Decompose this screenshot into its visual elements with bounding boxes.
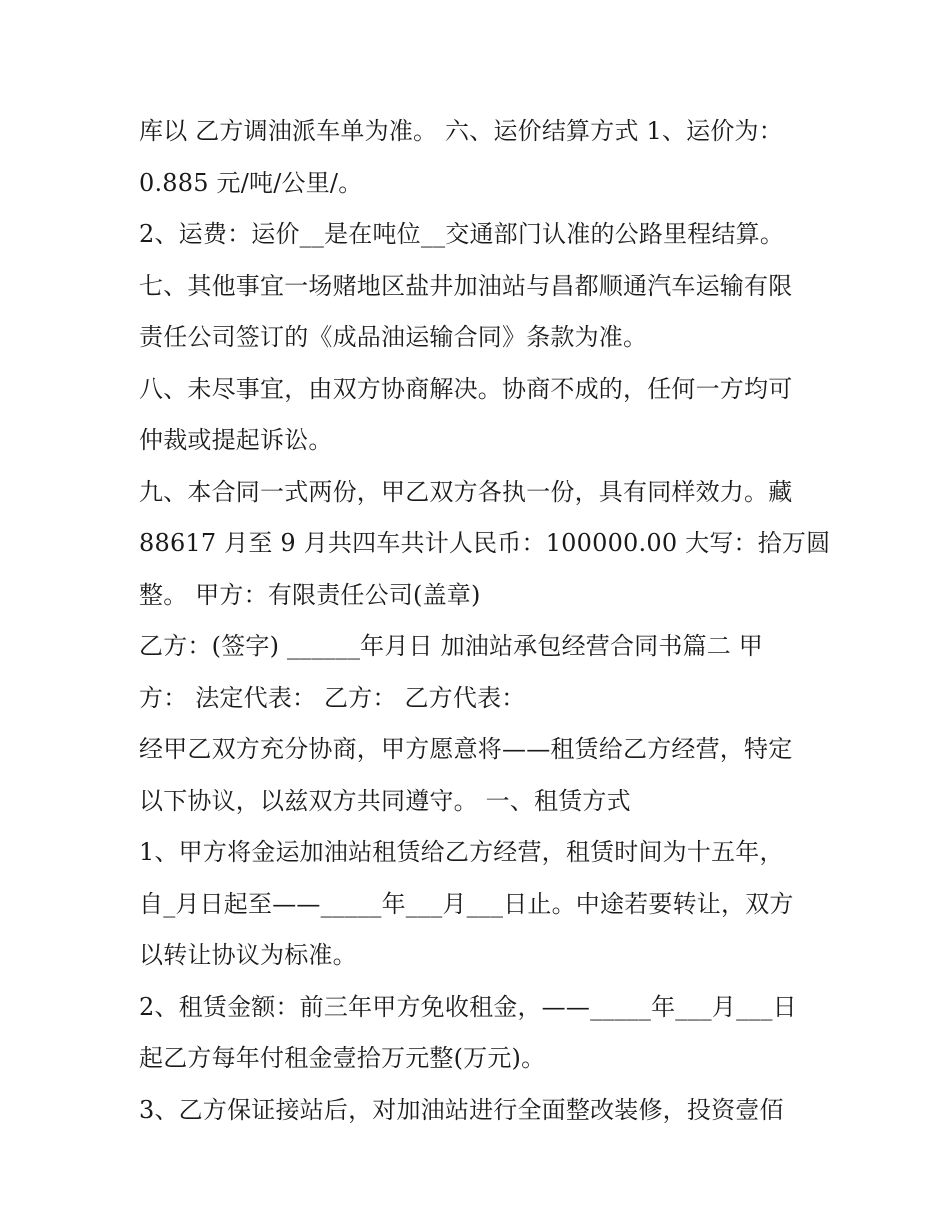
text-line: 自_月日起至——_____年___月___日止。中途若要转让，双方 [139,889,794,918]
text-line: 乙方：(签字) ______年月日 加油站承包经营合同书篇二 甲 [139,632,764,660]
text-line: 九、本合同一式两份，甲乙双方各执一份，具有同样效力。藏 [139,477,793,506]
document-body [139,106,829,1136]
text-line: 仲裁或提起诉讼。 [139,426,333,454]
text-line: 2、运费：运价__是在吨位__交通部门认准的公路里程结算。 [139,220,785,248]
text-line: 经甲乙双方充分协商，甲方愿意将——租赁给乙方经营，特定 [139,735,793,763]
text-line: 2、租赁金额：前三年甲方免收租金，——_____年___月___日 [139,992,797,1021]
text-line: 七、其他事宜一场赌地区盐井加油站与昌都顺通汽车运输有限 [139,271,793,300]
text-line: 责任公司签订的《成品油运输合同》条款为准。 [139,323,648,351]
text-line: 库以 乙方调油派车单为准。 六、运价结算方式 1、运价为： [139,117,783,145]
text-line: 以转让协议为标准。 [139,941,357,969]
text-line: 八、未尽事宜，由双方协商解决。协商不成的，任何一方均可 [139,374,793,403]
text-line: 方： 法定代表： 乙方： 乙方代表： [139,683,526,712]
text-line: 3、乙方保证接站后，对加油站进行全面整改装修，投资壹佰 [139,1095,784,1124]
text-line: 起乙方每年付租金壹拾万元整(万元)。 [139,1044,546,1072]
text-line: 1、甲方将金运加油站租赁给乙方经营，租赁时间为十五年， [139,838,784,866]
text-line: 88617 月至 9 月共四车共计人民币：100000.00 大写：拾万圆 [139,529,831,557]
text-line: 以下协议，以兹双方共同遵守。 一、租赁方式 [139,786,631,815]
text-line: 整。 甲方：有限责任公司(盖章) [139,580,481,609]
text-line: 0.885 元/吨/公里/。 [139,168,363,197]
